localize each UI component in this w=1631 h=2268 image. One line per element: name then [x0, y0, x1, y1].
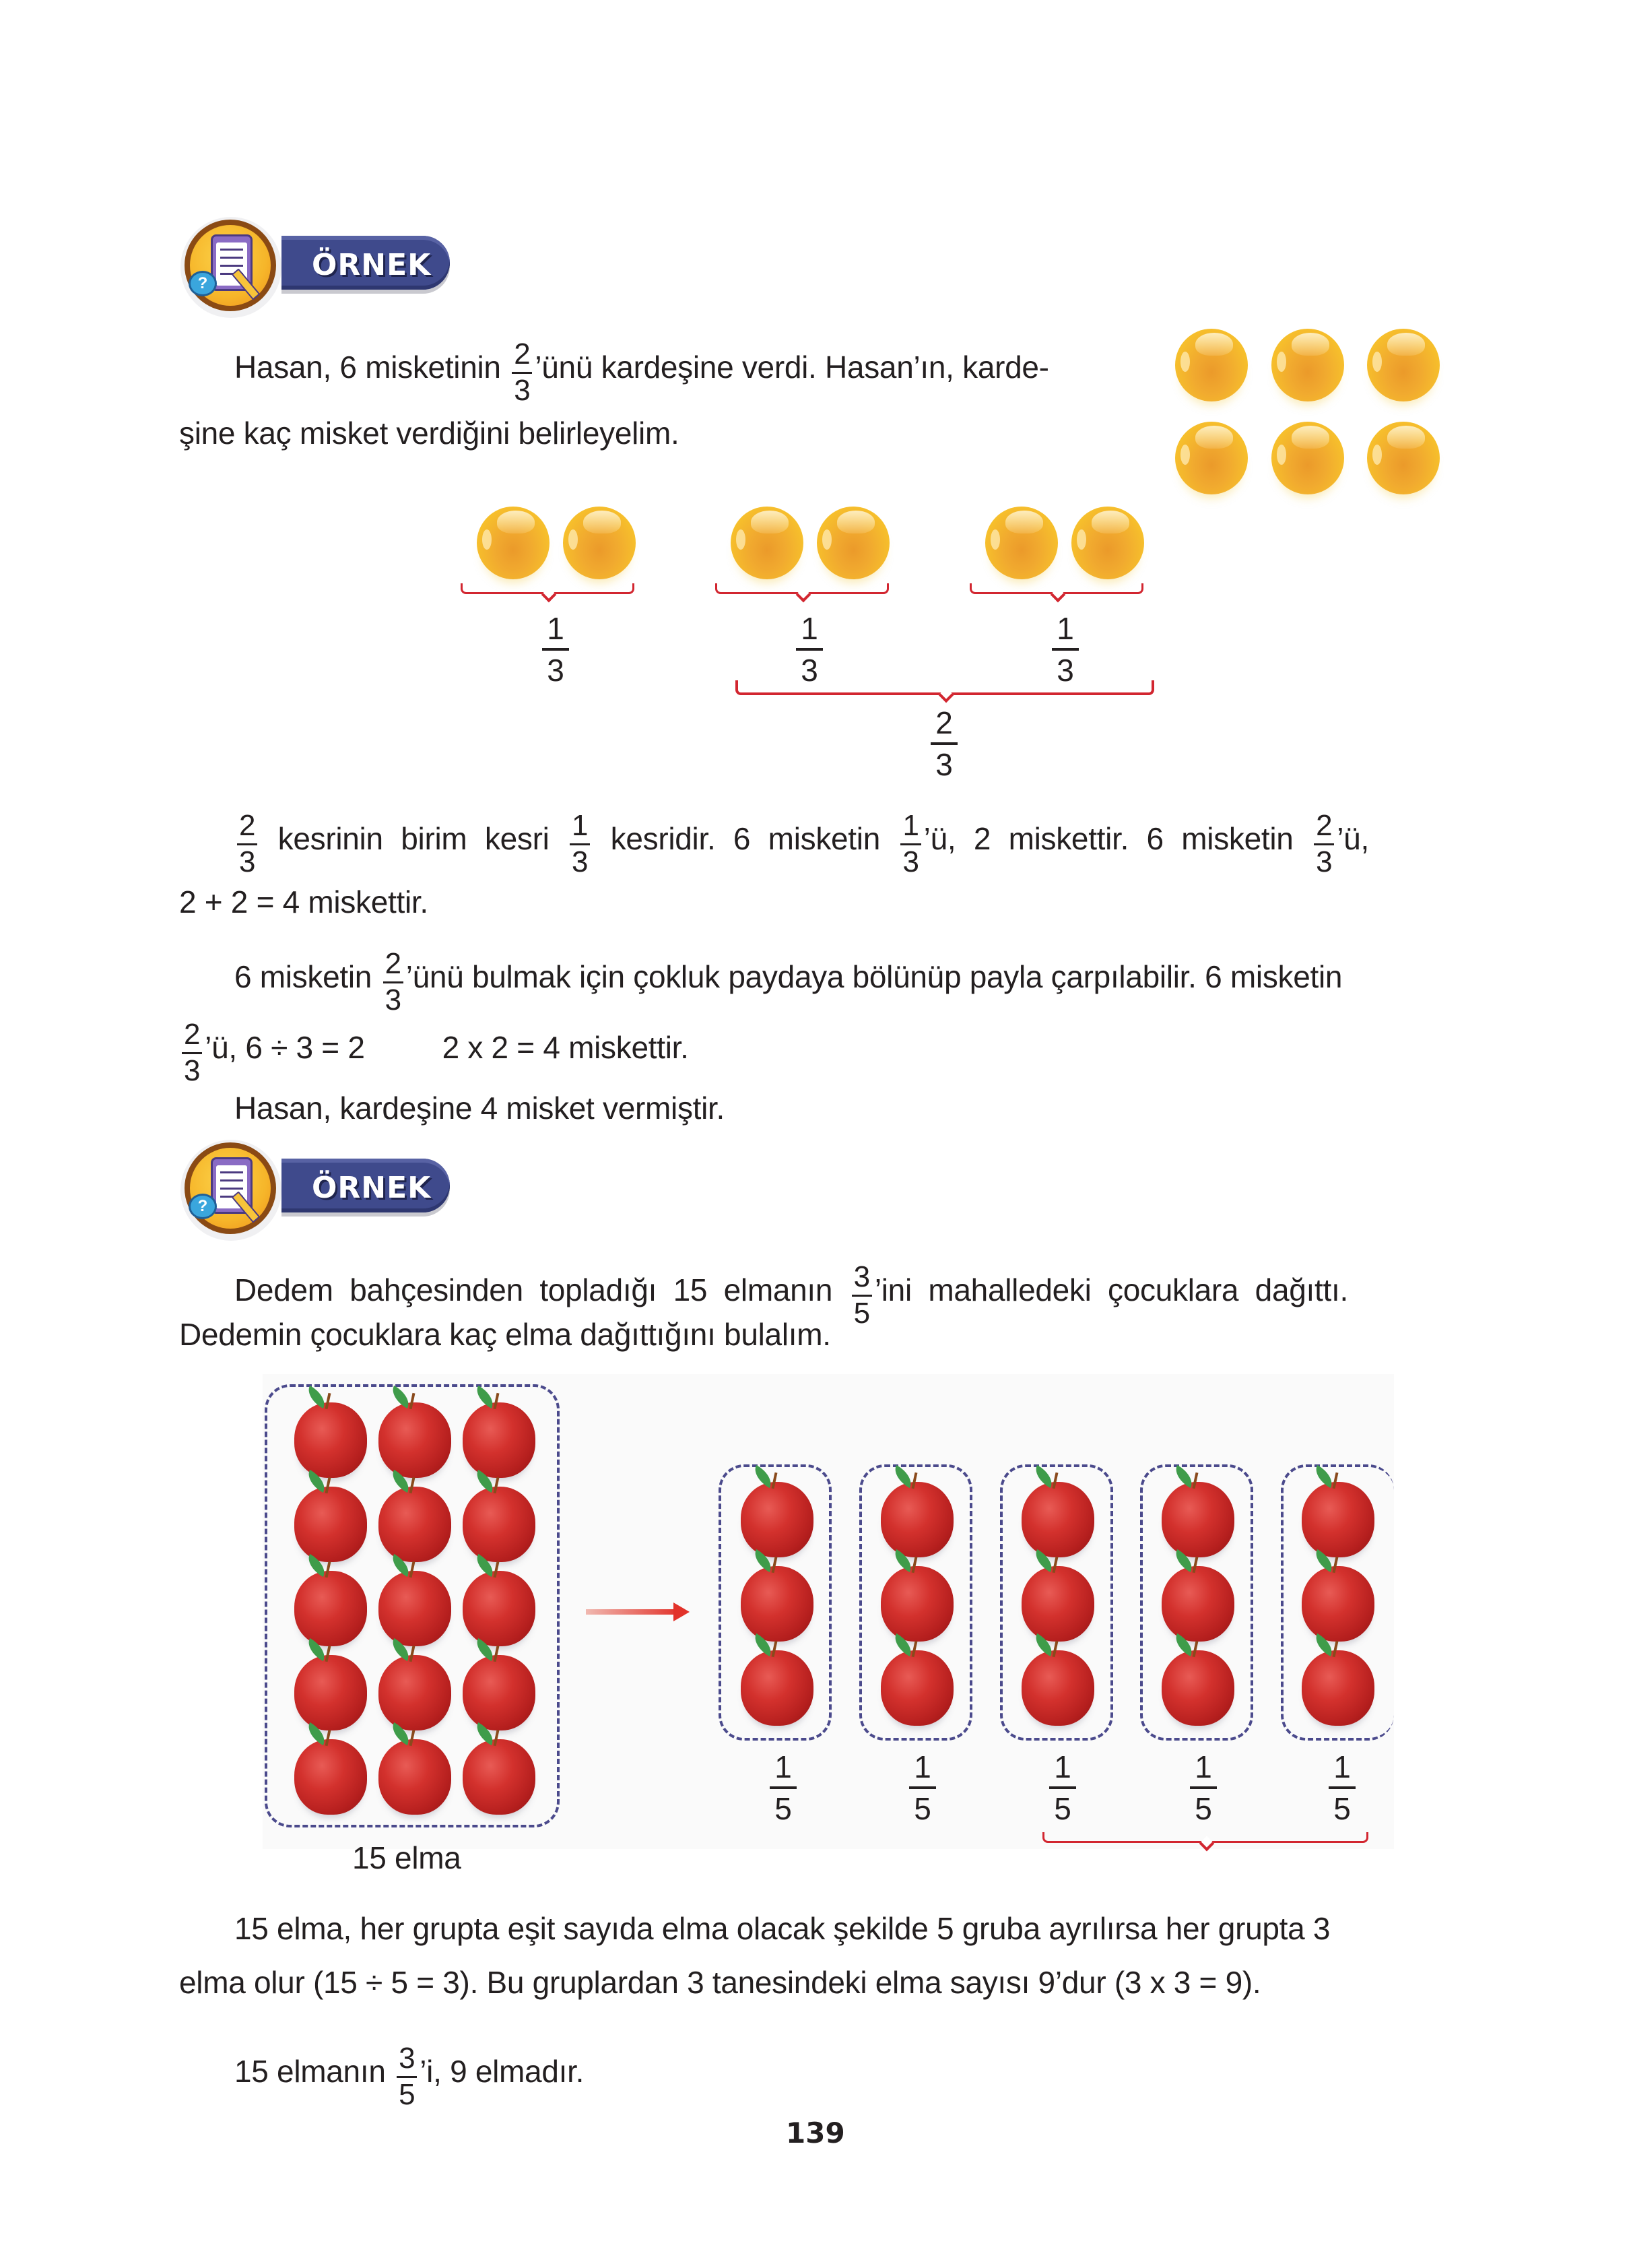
- marble-icon: [1175, 329, 1248, 401]
- apple-icon: [463, 1487, 535, 1562]
- apple-icon: [741, 1650, 813, 1726]
- example2-para1-line2: elma olur (15 ÷ 5 = 3). Bu gruplardan 3 tanesindeki elma sayısı 9’dur (3 x 3 = 9).: [179, 1965, 1261, 2000]
- combined-label: $\frac{2}{3}$: [924, 707, 964, 780]
- example2-intro-line1: Dedem bahçesinden topladığı 15 elmanın $\frac{3}{5}$ ’ini mahalledeki çocuklara dağıttı.: [234, 1260, 1348, 1330]
- apple-icon: [1022, 1566, 1094, 1642]
- example1-conclusion: Hasan, kardeşine 4 misket vermiştir.: [234, 1091, 725, 1126]
- example1-para1-line1: $\frac{2}{3}$ kesrinin birim kesri $\frac{1}{3}$ kesridir. 6 misketin $\frac{1}{3}$ ’ü, 2 miskettir. 6 misketin $\frac{2}{3}$ ’ü,: [234, 808, 1369, 874]
- group-label: $\frac{1}{5}$: [1042, 1751, 1083, 1824]
- apple-icon: [463, 1402, 535, 1478]
- group-label: $\frac{1}{5}$: [1183, 1751, 1224, 1824]
- example-badge-2: [180, 1140, 450, 1227]
- apple-icon: [1162, 1566, 1234, 1642]
- question-bubble-icon: ?: [189, 271, 217, 296]
- apple-icon: [463, 1739, 535, 1815]
- marble-icon: [563, 507, 636, 579]
- example2-intro-line2: Dedemin çocuklara kaç elma dağıttığını bulalım.: [179, 1317, 831, 1352]
- group-label: $\frac{1}{3}$: [535, 613, 576, 686]
- apple-icon: [378, 1571, 451, 1646]
- group-brace: [461, 583, 634, 594]
- apple-icon: [294, 1402, 367, 1478]
- apple-icon: [1302, 1650, 1374, 1726]
- example1-intro-line1: Hasan, 6 misketinin $\frac{2}{3}$ ’ünü kardeşine verdi. Hasan’ın, karde-: [234, 337, 1049, 407]
- example-badge-1: [180, 217, 450, 304]
- apple-icon: [881, 1482, 954, 1557]
- fraction: $\frac{2}{3}$: [512, 339, 532, 406]
- page-number: 139: [786, 2116, 845, 2149]
- apple-icon: [881, 1566, 954, 1642]
- marble-icon: [1271, 329, 1344, 401]
- apple-icon: [741, 1566, 813, 1642]
- marble-icon: [1175, 422, 1248, 494]
- badge-label: ÖRNEK: [312, 1171, 432, 1205]
- group-label: $\frac{1}{3}$: [1045, 613, 1086, 686]
- apple-icon: [378, 1402, 451, 1478]
- group-label: $\frac{1}{5}$: [902, 1751, 943, 1824]
- marble-icon: [1271, 422, 1344, 494]
- apple-icon: [741, 1482, 813, 1557]
- total-caption: 15 elma: [352, 1840, 461, 1875]
- marble-icon: [731, 507, 803, 579]
- apple-icon: [294, 1487, 367, 1562]
- group-label: $\frac{1}{3}$: [789, 613, 830, 686]
- example2-para1-line1: 15 elma, her grupta eşit sayıda elma olacak şekilde 5 gruba ayrılırsa her grupta 3: [234, 1911, 1331, 1946]
- marble-icon: [1071, 507, 1144, 579]
- apple-icon: [378, 1487, 451, 1562]
- marble-icon: [817, 507, 890, 579]
- apple-icon: [881, 1650, 954, 1726]
- apple-icon: [463, 1571, 535, 1646]
- apple-icon: [294, 1571, 367, 1646]
- marble-icon: [1367, 329, 1440, 401]
- example1-para1-line2: 2 + 2 = 4 miskettir.: [179, 884, 428, 919]
- group-label: $\frac{1}{5}$: [763, 1751, 803, 1824]
- example1-intro-line2: şine kaç misket verdiğini belirleyelim.: [179, 416, 679, 451]
- group-brace: [715, 583, 889, 594]
- marble-icon: [1367, 422, 1440, 494]
- example1-para2-line1: 6 misketin $\frac{2}{3}$ ’ünü bulmak için çokluk paydaya bölünüp payla çarpılabilir. 6 misketin: [234, 947, 1343, 1016]
- group-brace: [970, 583, 1143, 594]
- badge-label: ÖRNEK: [312, 248, 432, 282]
- marble-icon: [477, 507, 550, 579]
- apple-icon: [1022, 1650, 1094, 1726]
- apple-icon: [1302, 1566, 1374, 1642]
- three-groups-brace: [1042, 1832, 1368, 1843]
- combined-brace: [735, 680, 1154, 695]
- apple-icon: [463, 1655, 535, 1730]
- example2-conclusion: 15 elmanın $\frac{3}{5}$ ’i, 9 elmadır.: [234, 2042, 585, 2111]
- example1-para2-line2: $\frac{2}{3}$ ’ü, 6 ÷ 3 = 2 2 x 2 = 4 miskettir.: [179, 1017, 689, 1083]
- apple-icon: [1162, 1482, 1234, 1557]
- apple-icon: [294, 1655, 367, 1730]
- apple-icon: [1162, 1650, 1234, 1726]
- apple-icon: [378, 1739, 451, 1815]
- arrow-right-icon: [586, 1609, 680, 1615]
- question-bubble-icon: ?: [189, 1194, 217, 1219]
- apple-icon: [294, 1739, 367, 1815]
- apple-icon: [378, 1655, 451, 1730]
- marble-icon: [985, 507, 1058, 579]
- apple-icon: [1302, 1482, 1374, 1557]
- apple-icon: [1022, 1482, 1094, 1557]
- group-label: $\frac{1}{5}$: [1322, 1751, 1362, 1824]
